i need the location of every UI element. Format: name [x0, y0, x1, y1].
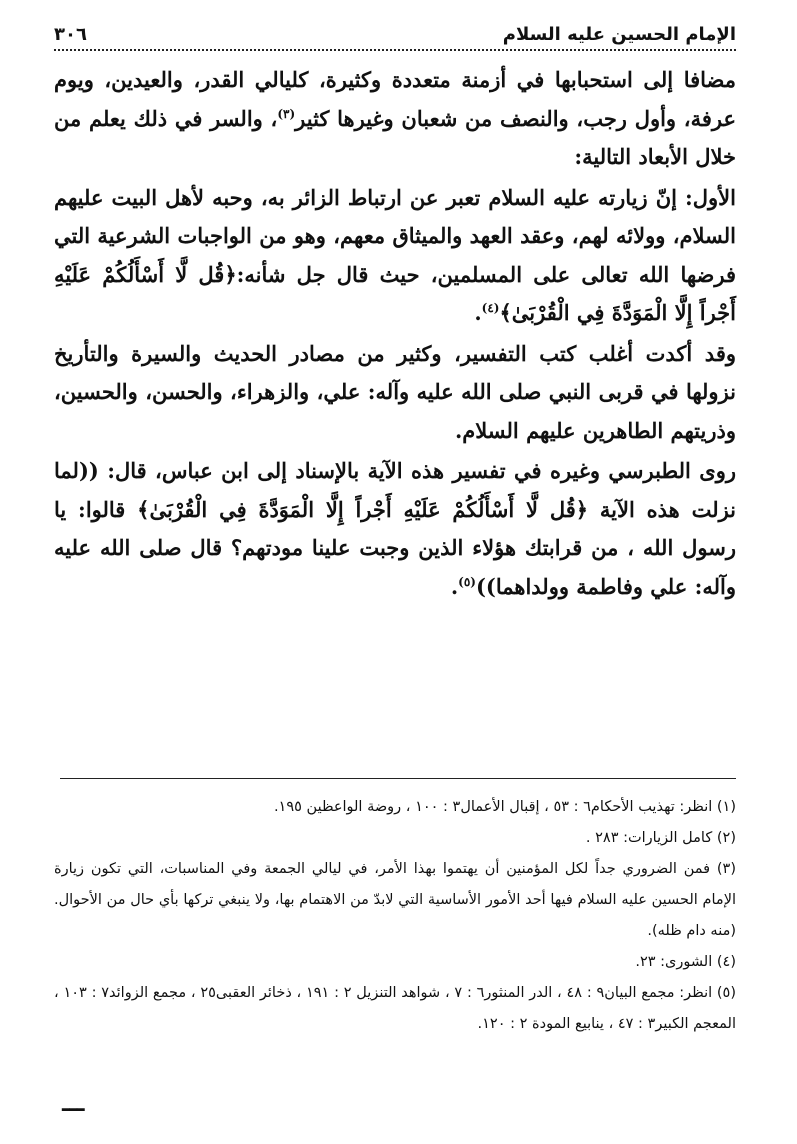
paragraph-1-end: ، والسر في ذلك يعلم من خلال الأبعاد التالية:	[54, 105, 736, 169]
footnote-ref-3: (٣)	[277, 106, 296, 121]
footnote-ref-5: (٥)	[458, 574, 476, 589]
paragraph-4-text-b: قالوا: يا رسول الله ، من قرابتك هؤلاء الذين وجبت علينا مودتهم؟ قال صلى الله عليه وآله: علي وفاطمة وولداهما))	[54, 496, 736, 599]
paragraph-3-text: وقد أكدت أغلب كتب التفسير، وكثير من مصادر الحديث والسيرة والتأريخ نزولها في قربى النبي صلى الله عليه وآله: علي، والزهراء، والحسن، والحسين، وذريتهم الطاهرين عليهم السلام.	[54, 340, 736, 443]
paragraph-1	[54, 61, 736, 177]
footnotes	[54, 792, 736, 1040]
main-text	[54, 61, 736, 606]
paragraph-2-text: الأول: إنّ زيارته عليه السلام تعبر عن ارتباط الزائر به، وحبه لأهل البيت عليهم السلام، وولائه لهم، وعقد العهد والميثاق معهم، وهو من الواجبات الشرعية التي فرضها الله تعالى على المسلمين، حيث قال جل شأنه:	[54, 184, 736, 287]
running-header	[54, 24, 736, 51]
paragraph-4: روى الطبرسي وغيره في تفسير هذه الآية بالإسناد إلى ابن عباس، قال: ((لما نزلت هذه الآية ﴿قُل لَّا أَسْأَلُكُمْ عَلَيْهِ أَجْراً إِلَّا الْمَوَدَّةَ فِي الْقُرْبَىٰ﴾ قالوا: يا رسول الله ، من قرابتك هؤلاء الذين وجبت علينا مودتهم؟ قال صلى الله عليه وآله: علي وفاطمة وولداهما))$^{(٥)}$.	[54, 458, 737, 599]
footnote-4: (٤) الشورى: ٢٣.	[635, 954, 736, 970]
footnote-ref-4: (٤)	[481, 301, 500, 315]
continuation-mark: ـــ	[62, 1092, 85, 1117]
footnote-divider	[60, 778, 736, 779]
header-title: الإمام الحسين عليه السلام	[502, 24, 736, 45]
footnote-3: (٣) فمن الضروري جداً لكل المؤمنين أن يهتموا بهذا الأمر، في ليالي الجمعة وفي المناسبات، التي تكون زيارة الإمام الحسين عليه السلام فيها أحد الأمور الأساسية التي لابدّ من الاهتمام بها، ولا ينبغي تركها بأي حال من الأحوال. (منه دام ظله).	[54, 861, 736, 939]
paragraph-3	[54, 335, 736, 451]
paragraph-1-text: مضافا إلى استحبابها في أزمنة متعددة وكثيرة، كليالي القدر، والعيدين، ويوم عرفة، وأول رجب، والنصف من شعبان وغيرها كثير	[54, 67, 737, 131]
quran-verse-1: ﴿قُل لَّا أَسْأَلُكُمْ عَلَيْهِ أَجْراً إِلَّا الْمَوَدَّةَ فِي الْقُرْبَىٰ﴾	[54, 261, 736, 325]
paragraph-4-text-a: روى الطبرسي وغيره في تفسير هذه الآية بالإسناد إلى ابن عباس، قال: ((لما نزلت هذه الآية	[54, 458, 737, 522]
paragraph-2: الأول: إنّ زيارته عليه السلام تعبر عن ارتباط الزائر به، وحبه لأهل البيت عليهم السلام، وولائه لهم، وعقد العهد والميثاق معهم، وهو من الواجبات الشرعية التي فرضها الله تعالى على المسلمين، حيث قال جل شأنه:﴿قُل لَّا أَسْأَلُكُمْ عَلَيْهِ أَجْراً إِلَّا الْمَوَدَّةَ فِي الْقُرْبَىٰ﴾$^{(٤)}$.	[54, 184, 736, 325]
footnote-2: (٢) كامل الزيارات: ٢٨٣ .	[585, 830, 736, 846]
page-number: ٣٠٦	[54, 24, 87, 45]
footnote-5: (٥) انظر: مجمع البيان٩ : ٤٨ ، الدر المنثور٦ : ٧ ، شواهد التنزيل ٢ : ١٩١ ، ذخائر العقبى٢٥ ، مجمع الزوائد٧ : ١٠٣ ، المعجم الكبير٣ : ٤٧ ، ينابيع المودة ٢ : ١٢٠.	[54, 985, 737, 1032]
footnote-1: (١) انظر: تهذيب الأحكام٦ : ٥٣ ، إقبال الأعمال٣ : ١٠٠ ، روضة الواعظين ١٩٥.	[273, 799, 736, 815]
quran-verse-2: ﴿قُل لَّا أَسْأَلُكُمْ عَلَيْهِ أَجْراً إِلَّا الْمَوَدَّةَ فِي الْقُرْبَىٰ﴾	[137, 496, 589, 522]
page-content	[54, 24, 736, 608]
